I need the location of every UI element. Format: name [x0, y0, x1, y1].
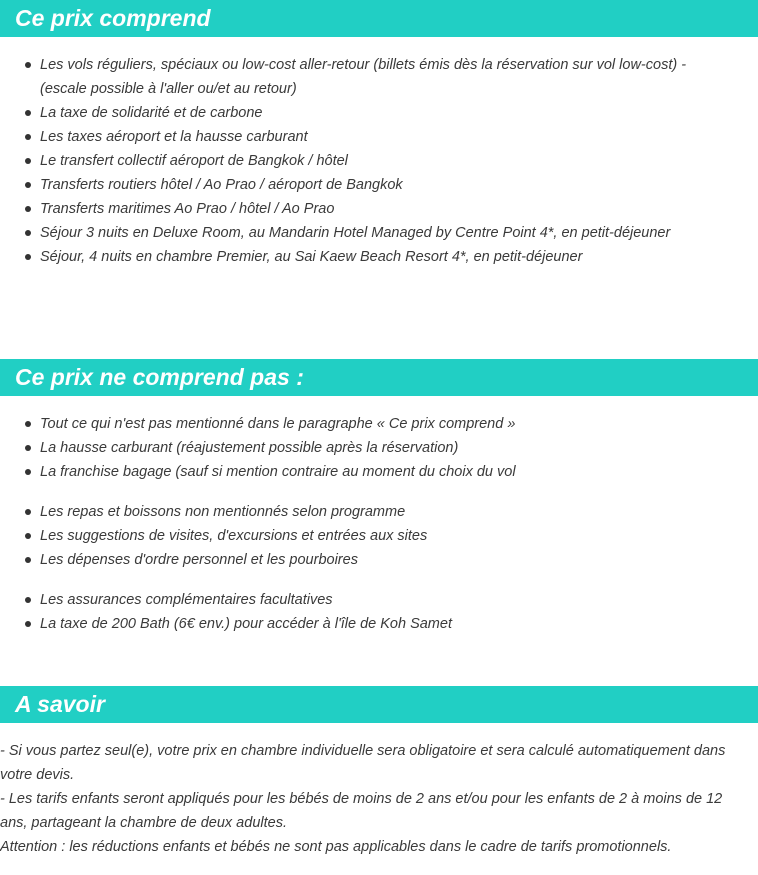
section-header-included: [0, 0, 758, 37]
section-header-good-to-know: [0, 686, 758, 723]
list-item: [0, 588, 758, 612]
bullet-icon: [25, 445, 31, 451]
list-item: [0, 53, 758, 101]
bullet-icon: [25, 421, 31, 427]
list-item: [0, 612, 758, 636]
list-item: [0, 101, 758, 125]
list-item: [0, 548, 758, 572]
bullet-icon: [25, 533, 31, 539]
list-item-text: Transferts maritimes Ao Prao / hôtel / Ao Prao: [40, 201, 335, 217]
note-paragraph: Attention : les réductions enfants et bébés ne sont pas applicables dans le cadre de tarifs promotionnels.: [0, 839, 672, 855]
list-item-text: Les taxes aéroport et la hausse carburant: [40, 129, 308, 145]
list-item-text: Les dépenses d'ordre personnel et les pourboires: [40, 552, 358, 568]
list-item: [0, 460, 758, 484]
list-item-text: Les assurances complémentaires facultatives: [40, 592, 333, 608]
included-list: [0, 53, 758, 269]
list-item-text: La hausse carburant (réajustement possible après la réservation): [40, 440, 459, 456]
bullet-icon: [25, 621, 31, 627]
not-included-list: [0, 412, 758, 636]
list-item: [0, 173, 758, 197]
list-item-text: Les repas et boissons non mentionnés selon programme: [40, 504, 406, 520]
section-title-not-included: Ce prix ne comprend pas :: [15, 364, 304, 390]
bullet-icon: [25, 230, 31, 236]
bullet-icon: [25, 469, 31, 475]
list-item-text: La taxe de solidarité et de carbone: [40, 105, 263, 121]
list-item: [0, 149, 758, 173]
list-item-text: Le transfert collectif aéroport de Bangkok / hôtel: [40, 153, 348, 169]
list-item-text: La franchise bagage (sauf si mention contraire au moment du choix du vol: [40, 464, 516, 480]
bullet-icon: [25, 597, 31, 603]
good-to-know-notes: [0, 739, 752, 859]
list-item-text: Les vols réguliers, spéciaux ou low-cost aller-retour (billets émis dès la réservation sur vol low-cost) - (escale possible à l'aller ou/et au retour): [40, 57, 687, 97]
note-paragraph: - Les tarifs enfants seront appliqués pour les bébés de moins de 2 ans et/ou pour les enfants de 2 à moins de 12 ans, partageant la chambre de deux adultes.: [0, 791, 723, 831]
list-item-text: Les suggestions de visites, d'excursions et entrées aux sites: [40, 528, 428, 544]
list-item-text: Séjour, 4 nuits en chambre Premier, au Sai Kaew Beach Resort 4*, en petit-déjeuner: [40, 249, 583, 265]
bullet-icon: [25, 557, 31, 563]
list-item: [0, 221, 758, 245]
section-header-not-included: [0, 359, 758, 396]
list-item: [0, 245, 758, 269]
bullet-icon: [25, 206, 31, 212]
section-title-included: Ce prix comprend: [15, 5, 211, 31]
list-item: [0, 436, 758, 460]
section-title-good-to-know: A savoir: [15, 691, 105, 717]
list-item: [0, 125, 758, 149]
bullet-icon: [25, 62, 31, 68]
bullet-icon: [25, 182, 31, 188]
bullet-icon: [25, 134, 31, 140]
note-paragraph: - Si vous partez seul(e), votre prix en chambre individuelle sera obligatoire et sera calculé automatiquement dans votre devis.: [0, 743, 726, 783]
list-item-text: Transferts routiers hôtel / Ao Prao / aéroport de Bangkok: [40, 177, 403, 193]
bullet-icon: [25, 158, 31, 164]
list-item: [0, 197, 758, 221]
list-item-text: Tout ce qui n'est pas mentionné dans le paragraphe « Ce prix comprend »: [40, 416, 516, 432]
list-item-text: La taxe de 200 Bath (6€ env.) pour accéder à l'île de Koh Samet: [40, 616, 452, 632]
bullet-icon: [25, 509, 31, 515]
list-item: [0, 500, 758, 524]
bullet-icon: [25, 254, 31, 260]
list-item: [0, 524, 758, 548]
list-item-text: Séjour 3 nuits en Deluxe Room, au Mandarin Hotel Managed by Centre Point 4*, en petit-déjeuner: [40, 225, 671, 241]
bullet-icon: [25, 110, 31, 116]
list-item: [0, 412, 758, 436]
